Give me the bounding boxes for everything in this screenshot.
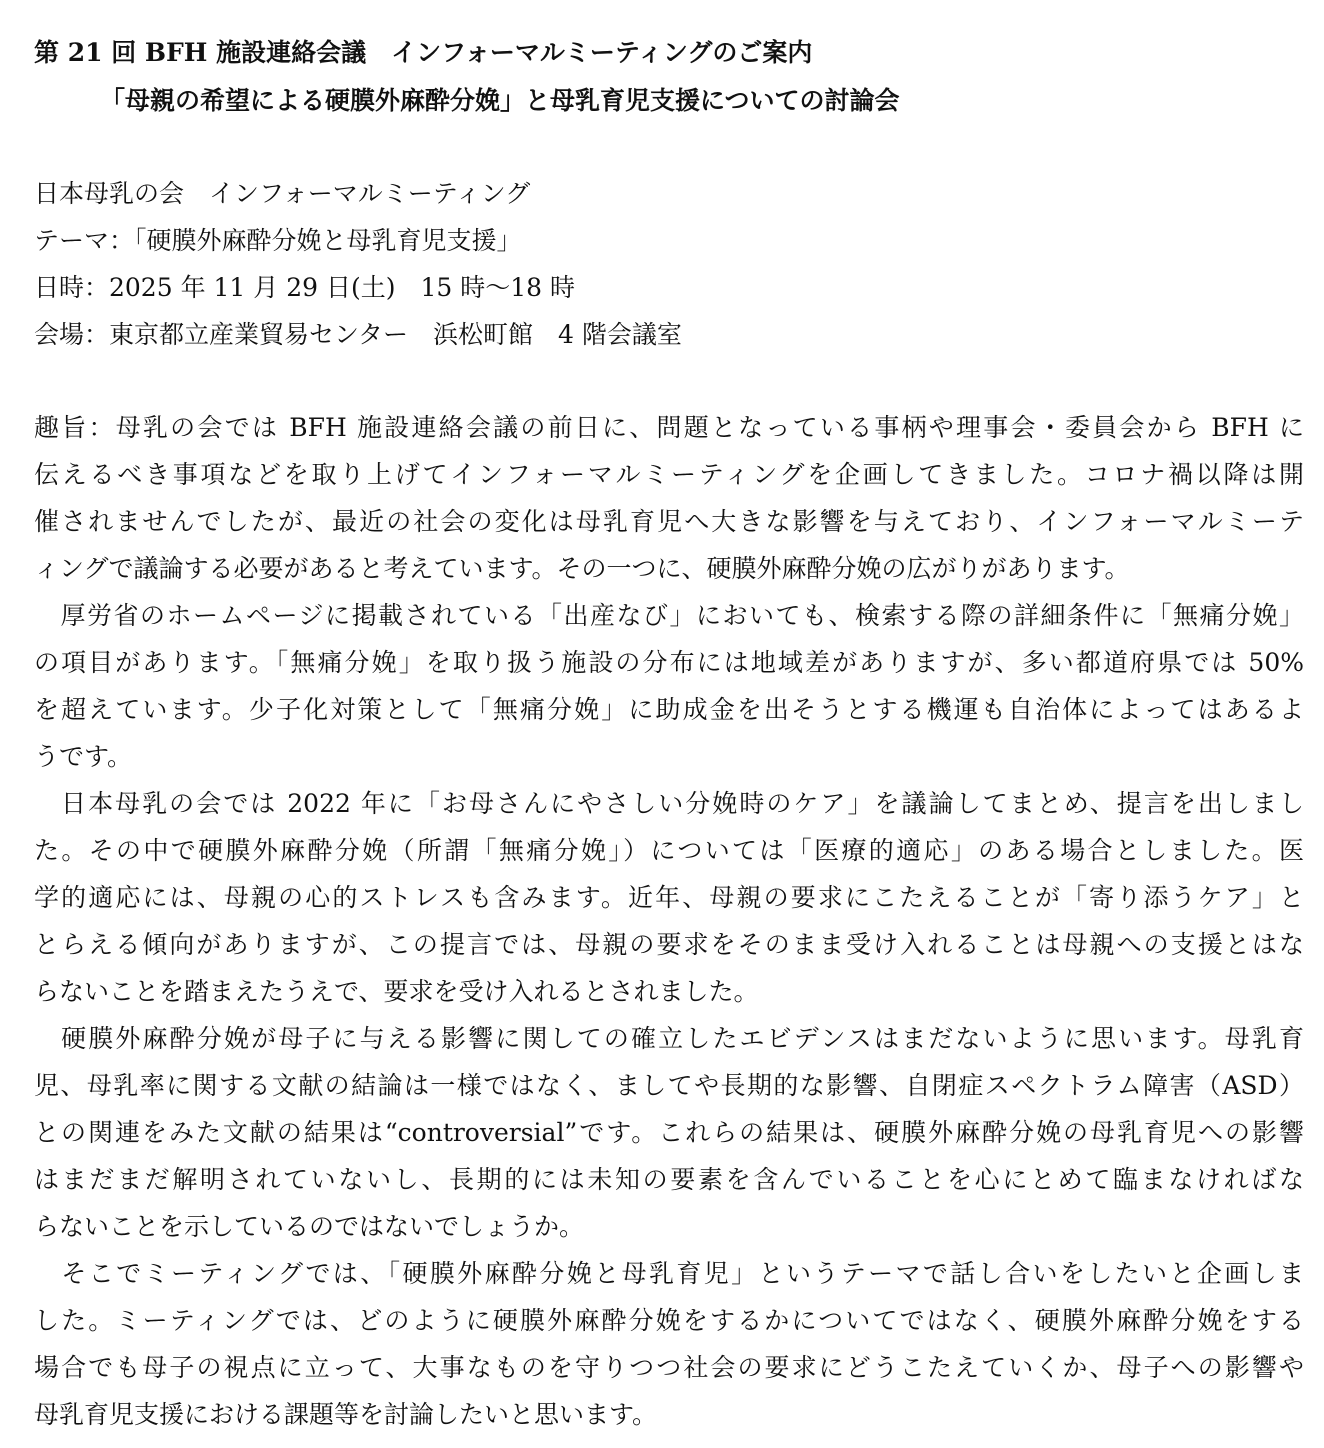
- paragraph-4-line: 児、母乳率に関する文献の結論は一様ではなく、ましてや長期的な影響、自閉症スペクトラム障害（ASD）: [34, 1071, 1304, 1100]
- purpose-paragraph-line: 催されませんでしたが、最近の社会の変化は母乳育児へ大きな影響を与えており、インフォーマルミーテ: [34, 507, 1304, 536]
- paragraph-3-line: らないことを踏まえたうえで、要求を受け入れるとされました。: [34, 977, 759, 1006]
- paragraph-3-line: 日本母乳の会では 2022 年に「お母さんにやさしい分娩時のケア」を議論してまとめ、提言を出しまし: [34, 789, 1304, 818]
- datetime-line: 日時：2025 年 11 月 29 日(土) 15 時～18 時: [34, 273, 576, 302]
- paragraph-5-line: 場合でも母子の視点に立って、大事なものを守りつつ社会の要求にどうこたえていくか、母子への影響や: [34, 1353, 1304, 1382]
- theme-line: テーマ：「硬膜外麻酔分娩と母乳育児支援」: [34, 226, 522, 255]
- purpose-paragraph-line: ィングで議論する必要があると考えています。その一つに、硬膜外麻酔分娩の広がりがあります。: [34, 554, 1130, 583]
- paragraph-3-line: た。その中で硬膜外麻酔分娩（所謂「無痛分娩」）については「医療的適応」のある場合としました。医: [34, 836, 1304, 865]
- paragraph-2-line: 厚労省のホームページに掲載されている「出産なび」においても、検索する際の詳細条件に「無痛分娩」: [34, 601, 1304, 630]
- paragraph-4-line: らないことを示しているのではないでしょうか。: [34, 1212, 585, 1241]
- document-subtitle: 「母親の希望による硬膜外麻酔分娩」と母乳育児支援についての討論会: [100, 86, 900, 115]
- paragraph-3-line: とらえる傾向がありますが、この提言では、母親の要求をそのまま受け入れることは母親への支援とはな: [34, 930, 1304, 959]
- paragraph-4-line: はまだまだ解明されていないし、長期的には未知の要素を含んでいることを心にとめて臨まなければな: [34, 1165, 1304, 1194]
- paragraph-5-line: した。ミーティングでは、どのように硬膜外麻酔分娩をするかについてではなく、硬膜外麻酔分娩をする: [34, 1306, 1304, 1335]
- paragraph-3-line: 学的適応には、母親の心的ストレスも含みます。近年、母親の要求にこたえることが「寄り添うケア」と: [34, 883, 1304, 912]
- paragraph-4-line: との関連をみた文献の結果は“controversial”です。これらの結果は、硬膜外麻酔分娩の母乳育児への影響: [34, 1118, 1304, 1147]
- paragraph-2-line: うです。: [34, 742, 133, 771]
- venue-line: 会場：東京都立産業貿易センター 浜松町館 4 階会議室: [34, 320, 682, 349]
- paragraph-2-line: を超えています。少子化対策として「無痛分娩」に助成金を出そうとする機運も自治体によってはあるよ: [34, 695, 1304, 724]
- document-title: 第 21 回 BFH 施設連絡会議 インフォーマルミーティングのご案内: [34, 38, 813, 67]
- paragraph-5-line: 母乳育児支援における課題等を討論したいと思います。: [34, 1400, 658, 1429]
- purpose-paragraph-line: 趣旨：母乳の会では BFH 施設連絡会議の前日に、問題となっている事柄や理事会・委員会から BFH に: [34, 413, 1304, 442]
- paragraph-2-line: の項目があります。「無痛分娩」を取り扱う施設の分布には地域差がありますが、多い都道府県では 50%: [34, 648, 1304, 677]
- purpose-paragraph-line: 伝えるべき事項などを取り上げてインフォーマルミーティングを企画してきました。コロナ禍以降は開: [34, 460, 1304, 489]
- paragraph-5-line: そこでミーティングでは、「硬膜外麻酔分娩と母乳育児」というテーマで話し合いをしたいと企画しま: [34, 1259, 1304, 1288]
- organizer-line: 日本母乳の会 インフォーマルミーティング: [34, 179, 531, 208]
- paragraph-4-line: 硬膜外麻酔分娩が母子に与える影響に関しての確立したエビデンスはまだないように思います。母乳育: [34, 1024, 1304, 1053]
